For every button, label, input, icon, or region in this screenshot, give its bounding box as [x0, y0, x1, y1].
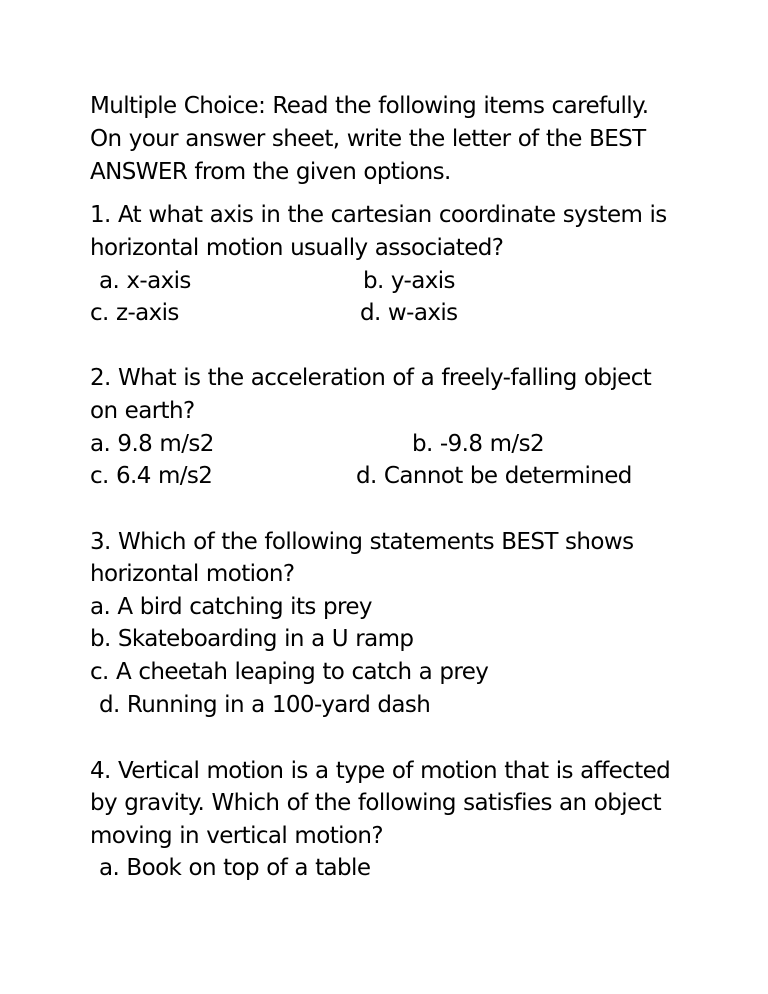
question-2-option-d: d. Cannot be determined	[356, 463, 632, 489]
instructions-line-2: On your answer sheet, write the letter of the BEST	[90, 126, 646, 152]
question-3-text-line-2: horizontal motion?	[90, 561, 295, 587]
question-2-option-c: c. 6.4 m/s2	[90, 463, 213, 489]
instructions-line-3: ANSWER from the given options.	[90, 159, 451, 185]
question-4-option-a: a. Book on top of a table	[99, 855, 371, 881]
question-3-text-line-1: 3. Which of the following statements BEST shows	[90, 529, 634, 555]
question-1-option-d: d. w-axis	[360, 300, 458, 326]
question-3-option-a: a. A bird catching its prey	[90, 594, 372, 620]
instructions-line-1: Multiple Choice: Read the following items carefully.	[90, 93, 649, 119]
question-1-option-b: b. y-axis	[363, 268, 455, 294]
question-2-option-a: a. 9.8 m/s2	[90, 431, 214, 457]
question-4-text-line-1: 4. Vertical motion is a type of motion that is affected	[90, 758, 671, 784]
question-1-option-a: a. x-axis	[99, 268, 191, 294]
question-3-option-d: d. Running in a 100-yard dash	[99, 692, 431, 718]
question-2-text-line-2: on earth?	[90, 398, 195, 424]
question-2-option-b: b. -9.8 m/s2	[412, 431, 544, 457]
question-3-option-c: c. A cheetah leaping to catch a prey	[90, 659, 489, 685]
question-2-text-line-1: 2. What is the acceleration of a freely-falling object	[90, 365, 652, 391]
question-1-text-line-1: 1. At what axis in the cartesian coordinate system is	[90, 202, 667, 228]
question-3-option-b: b. Skateboarding in a U ramp	[90, 626, 414, 652]
question-1-text-line-2: horizontal motion usually associated?	[90, 235, 504, 261]
question-4-text-line-3: moving in vertical motion?	[90, 823, 383, 849]
question-4-text-line-2: by gravity. Which of the following satisfies an object	[90, 790, 661, 816]
question-1-option-c: c. z-axis	[90, 300, 179, 326]
